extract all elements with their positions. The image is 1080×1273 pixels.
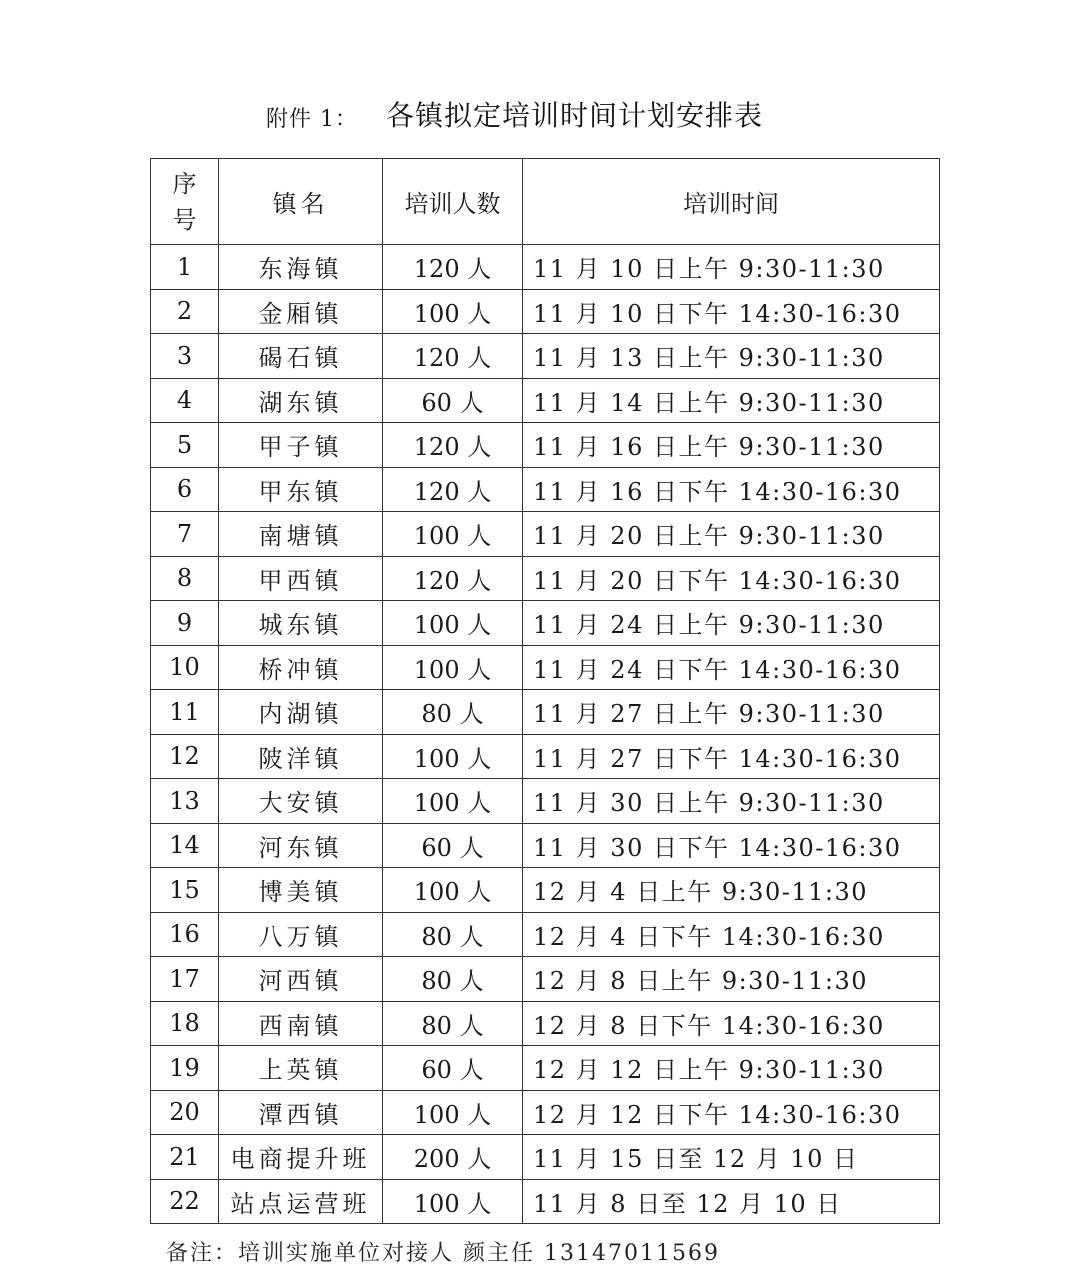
row-town: 八万镇 [219,912,383,957]
row-index: 13 [151,779,219,824]
row-town: 陂洋镇 [219,734,383,779]
row-town: 河东镇 [219,823,383,868]
table-row [151,1179,940,1224]
header-index-label: 序号 [172,169,197,234]
row-count: 100 人 [383,868,523,913]
row-count: 100 人 [383,734,523,779]
row-index: 18 [151,1001,219,1046]
row-time: 12 月 4 日上午 9:30-11:30 [523,868,940,913]
row-index: 11 [151,690,219,735]
row-index: 22 [151,1179,219,1224]
row-index: 5 [151,423,219,468]
row-town: 站点运营班 [219,1179,383,1224]
table-row [151,245,940,290]
row-count: 200 人 [383,1135,523,1180]
row-index: 20 [151,1090,219,1135]
row-time: 12 月 12 日下午 14:30-16:30 [523,1090,940,1135]
row-time: 11 月 8 日至 12 月 10 日 [523,1179,940,1224]
row-index: 15 [151,868,219,913]
row-index: 19 [151,1046,219,1091]
row-town: 潭西镇 [219,1090,383,1135]
row-town: 博美镇 [219,868,383,913]
row-index: 17 [151,957,219,1002]
row-time: 11 月 30 日上午 9:30-11:30 [523,779,940,824]
row-time: 11 月 20 日下午 14:30-16:30 [523,556,940,601]
row-count: 120 人 [383,423,523,468]
table-row [151,378,940,423]
row-count: 100 人 [383,289,523,334]
table-body [151,245,940,1224]
row-index: 7 [151,512,219,557]
row-index: 8 [151,556,219,601]
row-count: 100 人 [383,1090,523,1135]
row-count: 80 人 [383,957,523,1002]
page-title: 各镇拟定培训时间计划安排表 [386,99,764,132]
header-time: 培训时间 [523,159,940,245]
table-row [151,512,940,557]
row-town: 甲子镇 [219,423,383,468]
row-town: 城东镇 [219,601,383,646]
row-index: 3 [151,334,219,379]
row-count: 80 人 [383,690,523,735]
table-row [151,1046,940,1091]
table-row [151,957,940,1002]
row-index: 12 [151,734,219,779]
row-town: 甲东镇 [219,467,383,512]
header-count: 培训人数 [383,159,523,245]
header-town: 镇名 [219,159,383,245]
row-count: 60 人 [383,1046,523,1091]
row-time: 12 月 8 日下午 14:30-16:30 [523,1001,940,1046]
row-index: 4 [151,378,219,423]
row-time: 12 月 4 日下午 14:30-16:30 [523,912,940,957]
header-index [151,159,219,245]
row-count: 80 人 [383,1001,523,1046]
row-time: 11 月 15 日至 12 月 10 日 [523,1135,940,1180]
table-row [151,467,940,512]
row-index: 16 [151,912,219,957]
row-count: 80 人 [383,912,523,957]
training-schedule-table [150,158,940,1224]
row-time: 11 月 24 日下午 14:30-16:30 [523,645,940,690]
row-town: 内湖镇 [219,690,383,735]
row-town: 东海镇 [219,245,383,290]
table-row [151,289,940,334]
row-town: 桥冲镇 [219,645,383,690]
row-count: 100 人 [383,1179,523,1224]
row-time: 11 月 20 日上午 9:30-11:30 [523,512,940,557]
row-count: 100 人 [383,645,523,690]
row-time: 11 月 10 日上午 9:30-11:30 [523,245,940,290]
row-index: 6 [151,467,219,512]
row-index: 14 [151,823,219,868]
table-row [151,690,940,735]
table-row [151,779,940,824]
row-time: 12 月 12 日上午 9:30-11:30 [523,1046,940,1091]
header-row [151,159,940,245]
row-time: 11 月 27 日下午 14:30-16:30 [523,734,940,779]
row-count: 120 人 [383,556,523,601]
row-index: 9 [151,601,219,646]
row-time: 11 月 30 日下午 14:30-16:30 [523,823,940,868]
table-row [151,823,940,868]
row-town: 碣石镇 [219,334,383,379]
row-time: 11 月 16 日上午 9:30-11:30 [523,423,940,468]
row-town: 金厢镇 [219,289,383,334]
row-count: 120 人 [383,334,523,379]
row-count: 60 人 [383,823,523,868]
row-count: 60 人 [383,378,523,423]
row-town: 河西镇 [219,957,383,1002]
row-town: 上英镇 [219,1046,383,1091]
row-count: 100 人 [383,512,523,557]
row-time: 11 月 16 日下午 14:30-16:30 [523,467,940,512]
row-time: 11 月 27 日上午 9:30-11:30 [523,690,940,735]
row-town: 湖东镇 [219,378,383,423]
table-row [151,1135,940,1180]
table-row [151,1001,940,1046]
table-row [151,868,940,913]
row-time: 11 月 24 日上午 9:30-11:30 [523,601,940,646]
table-row [151,334,940,379]
table-row [151,912,940,957]
table-row [151,645,940,690]
table-row [151,423,940,468]
row-town: 大安镇 [219,779,383,824]
row-count: 120 人 [383,245,523,290]
row-index: 1 [151,245,219,290]
footnote: 备注：培训实施单位对接人 颜主任 13147011569 [166,1241,720,1266]
table-row [151,601,940,646]
row-index: 10 [151,645,219,690]
row-count: 100 人 [383,779,523,824]
attachment-label: 附件 1： [266,107,358,132]
table-row [151,556,940,601]
row-count: 100 人 [383,601,523,646]
row-town: 西南镇 [219,1001,383,1046]
row-index: 21 [151,1135,219,1180]
row-town: 南塘镇 [219,512,383,557]
table-header [151,159,940,245]
table-row [151,1090,940,1135]
row-town: 电商提升班 [219,1135,383,1180]
document-title [0,94,1080,138]
row-town: 甲西镇 [219,556,383,601]
row-index: 2 [151,289,219,334]
row-time: 12 月 8 日上午 9:30-11:30 [523,957,940,1002]
row-time: 11 月 14 日上午 9:30-11:30 [523,378,940,423]
row-count: 120 人 [383,467,523,512]
table-row [151,734,940,779]
row-time: 11 月 13 日上午 9:30-11:30 [523,334,940,379]
row-time: 11 月 10 日下午 14:30-16:30 [523,289,940,334]
